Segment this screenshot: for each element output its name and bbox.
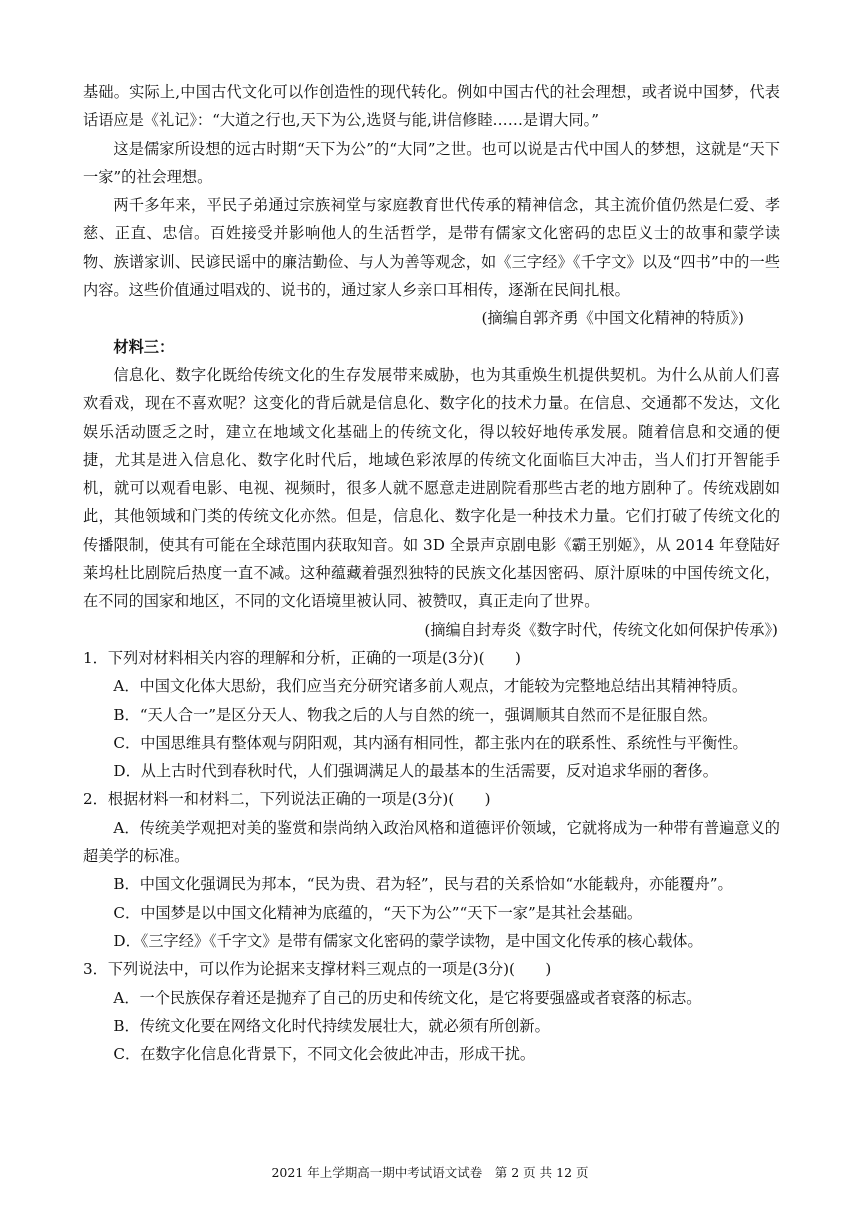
material-two-paragraph-1: 基础。实际上,中国古代文化可以作创造性的现代转化。例如中国古代的社会理想，或者说中国梦，代表话语应是《礼记》：“大道之行也,天下为公,选贤与能,讲信修睦……是谓大同。” — [83, 83, 780, 130]
option-a: A．中国文化体大思紛，我们应当充分研究诸多前人观点，才能较为完整地总结出其精神特质。 — [113, 677, 748, 696]
option-c: C．中国梦是以中国文化精神为底蕴的，“天下为公”“天下一家”是其社会基础。 — [113, 903, 643, 922]
material-two-paragraph-2: 这是儒家所设想的远古时期“天下为公”的“大同”之世。也可以说是古代中国人的梦想，这就是“天下一家”的社会理想。 — [83, 139, 780, 186]
option-c: C．中国思维具有整体观与阴阳观，其内涵有相同性，都主张内在的联系性、系统性与平衡性。 — [113, 733, 748, 752]
option-b: B．中国文化强调民为邦本，“民为贵、君为轻”，民与君的关系恰如“水能载舟，亦能覆舟”。 — [113, 875, 733, 894]
option-c: C．在数字化信息化背景下，不同文化会彼此冲击，形成干扰。 — [113, 1045, 536, 1064]
material-two-source: (摘编自郭齐勇《中国文化精神的特质》) — [481, 309, 744, 328]
option-b: B．传统文化要在网络文化时代持续发展壮大，就必须有所创新。 — [113, 1016, 550, 1035]
question-3 — [83, 955, 780, 1068]
question-stem: 1．下列对材料相关内容的理解和分析，正确的一项是(3分)( ) — [83, 648, 521, 667]
material-three-heading: 材料三： — [113, 337, 175, 356]
option-a: A．一个民族保存着还是抛弃了自己的历史和传统文化，是它将要强盛或者衰落的标志。 — [113, 988, 702, 1007]
option-b: B．“天人合一”是区分天人、物我之后的人与自然的统一，强调顺其自然而不是征服自然。 — [113, 705, 718, 724]
material-two-paragraph-3: 两千多年来，平民子弟通过宗族祠堂与家庭教育世代传承的精神信念，其主流价值仍然是仁爱、孝慈、正直、忠信。百姓接受并影响他人的生活哲学，是带有儒家文化密码的忠臣义士的故事和蒙学读物、族谱家训、民谚民谣中的廉洁勤俭、与人为善等观念，如《三字经》《千字文》以及“四书”中的一些内容。这些价值通过唱戏的、说书的，通过家人乡亲口耳相传，逐渐在民间扎根。 — [83, 196, 780, 300]
exam-page-content — [83, 78, 780, 1068]
question-stem: 3．下列说法中，可以作为论据来支撑材料三观点的一项是(3分)( ) — [83, 960, 552, 979]
material-three-paragraph-1: 信息化、数字化既给传统文化的生存发展带来威胁，也为其重焕生机提供契机。为什么从前人们喜欢看戏，现在不喜欢呢？这变化的背后就是信息化、数字化的技术力量。在信息、交通都不发达，文化娱乐活动匮乏之时，建立在地域文化基础上的传统文化，得以较好地传承发展。随着信息和交通的便捷，尤其是进入信息化、数字化时代后，地域色彩浓厚的传统文化面临巨大冲击，当人们打开智能手机，就可以观看电影、电视、视频时，很多人就不愿意走进剧院看那些古老的地方剧种了。传统戏剧如此，其他领域和门类的传统文化亦然。但是，信息化、数字化是一种技术力量。它们打破了传统文化的传播限制，使其有可能在全球范围内获取知音。如 3D 全景声京剧电影《霸王别姬》，从 2014 年登陆好莱坞杜比剧院后热度一直不减。这种蕴藏着强烈独特的民族文化基因密码、原汁原味的中国传统文化，在不同的国家和地区，不同的文化语境里被认同、被赞叹，真正走向了世界。 — [83, 365, 780, 611]
option-d: D．从上古时代到春秋时代，人们强调满足人的最基本的生活需要，反对追求华丽的奢侈。 — [113, 762, 718, 781]
page-footer: 2021 年上学期高一期中考试语文试卷 第 2 页 共 12 页 — [271, 1165, 589, 1180]
option-a: A．传统美学观把对美的鉴赏和崇尚纳入政治风格和道德评价领域，它就将成为一种带有普遍意义的超美学的标准。 — [83, 818, 780, 866]
question-stem: 2．根据材料一和材料二，下列说法正确的一项是(3分)( ) — [83, 790, 491, 809]
question-2 — [83, 785, 780, 955]
question-1 — [83, 644, 780, 785]
option-d: D．《三字经》《千字文》是带有儒家文化密码的蒙学读物，是中国文化传承的核心载体。 — [113, 931, 703, 950]
material-three-source: (摘编自封寿炎《数字时代，传统文化如何保护传承》) — [424, 620, 778, 639]
